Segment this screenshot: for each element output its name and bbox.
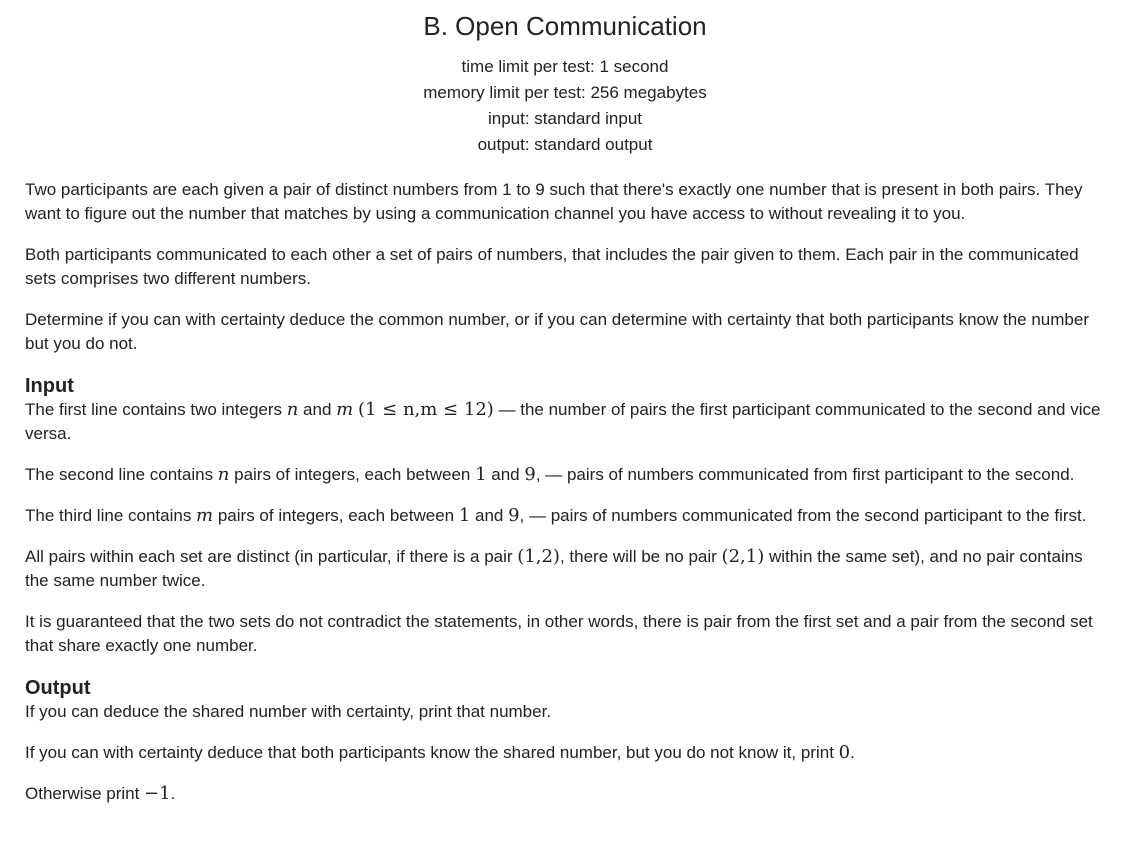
output-paragraph: Otherwise print −1. [25,783,176,804]
math-n: n [286,399,299,420]
time-limit: time limit per test: 1 second [461,57,669,76]
input-paragraph: The second line contains n pairs of integers, each between 1 and 9, — pairs of numbers communicated from first participant to the second. [25,464,1075,485]
output-specification [25,676,1105,806]
math-minus-one: −1 [144,783,171,804]
math-zero: 0 [838,742,851,763]
input-file: input: standard input [487,109,643,128]
math-one: 1 [475,464,487,485]
problem-statement [25,10,1105,806]
problem-header [25,10,1105,158]
input-paragraph: The third line contains m pairs of integers, each between 1 and 9, — pairs of numbers communicated from the second participant to the first. [25,505,1087,526]
output-paragraph: If you can deduce the shared number with certainty, print that number. [25,702,552,721]
math-one: 1 [458,505,471,526]
math-pair: (1,2) [517,546,560,567]
input-specification [25,374,1105,658]
math-nine: 9 [508,505,520,526]
math-m: m [196,505,214,526]
output-file: output: standard output [477,135,653,154]
math-m: m [336,399,354,420]
input-paragraph: It is guaranteed that the two sets do not contradict the statements, in other words, there is pair from the first set and a pair from the second set that share exactly one number. [25,612,1093,655]
math-constraint: (1 ≤ n,m ≤ 12) [357,399,494,420]
problem-title: B. Open Communication [423,11,707,41]
math-pair: (2,1) [721,546,765,567]
math-n: n [217,464,230,485]
input-paragraph: The first line contains two integers n and m (1 ≤ n,m ≤ 12) — the number of pairs the first participant communicated to the second and vice versa. [25,399,1101,443]
math-nine: 9 [524,464,536,485]
legend [25,178,1105,356]
output-paragraph: If you can with certainty deduce that both participants know the shared number, but you do not know it, print 0. [25,742,855,763]
output-section-title: Output [25,677,91,699]
legend-paragraph: Both participants communicated to each other a set of pairs of numbers, that includes the pair given to them. Each pair in the communicated sets comprises two different numbers. [25,245,1079,288]
legend-paragraph: Two participants are each given a pair of distinct numbers from 1 to 9 such that there's exactly one number that is present in both pairs. They want to figure out the number that matches by using a communication channel you have access to without revealing it to you. [25,180,1083,223]
input-paragraph: All pairs within each set are distinct (in particular, if there is a pair (1,2), there will be no pair (2,1) within the same set), and no pair contains the same number twice. [25,546,1083,590]
legend-paragraph: Determine if you can with certainty deduce the common number, or if you can determine with certainty that both participants know the number but you do not. [25,310,1089,353]
input-section-title: Input [25,375,74,397]
memory-limit: memory limit per test: 256 megabytes [423,83,707,102]
